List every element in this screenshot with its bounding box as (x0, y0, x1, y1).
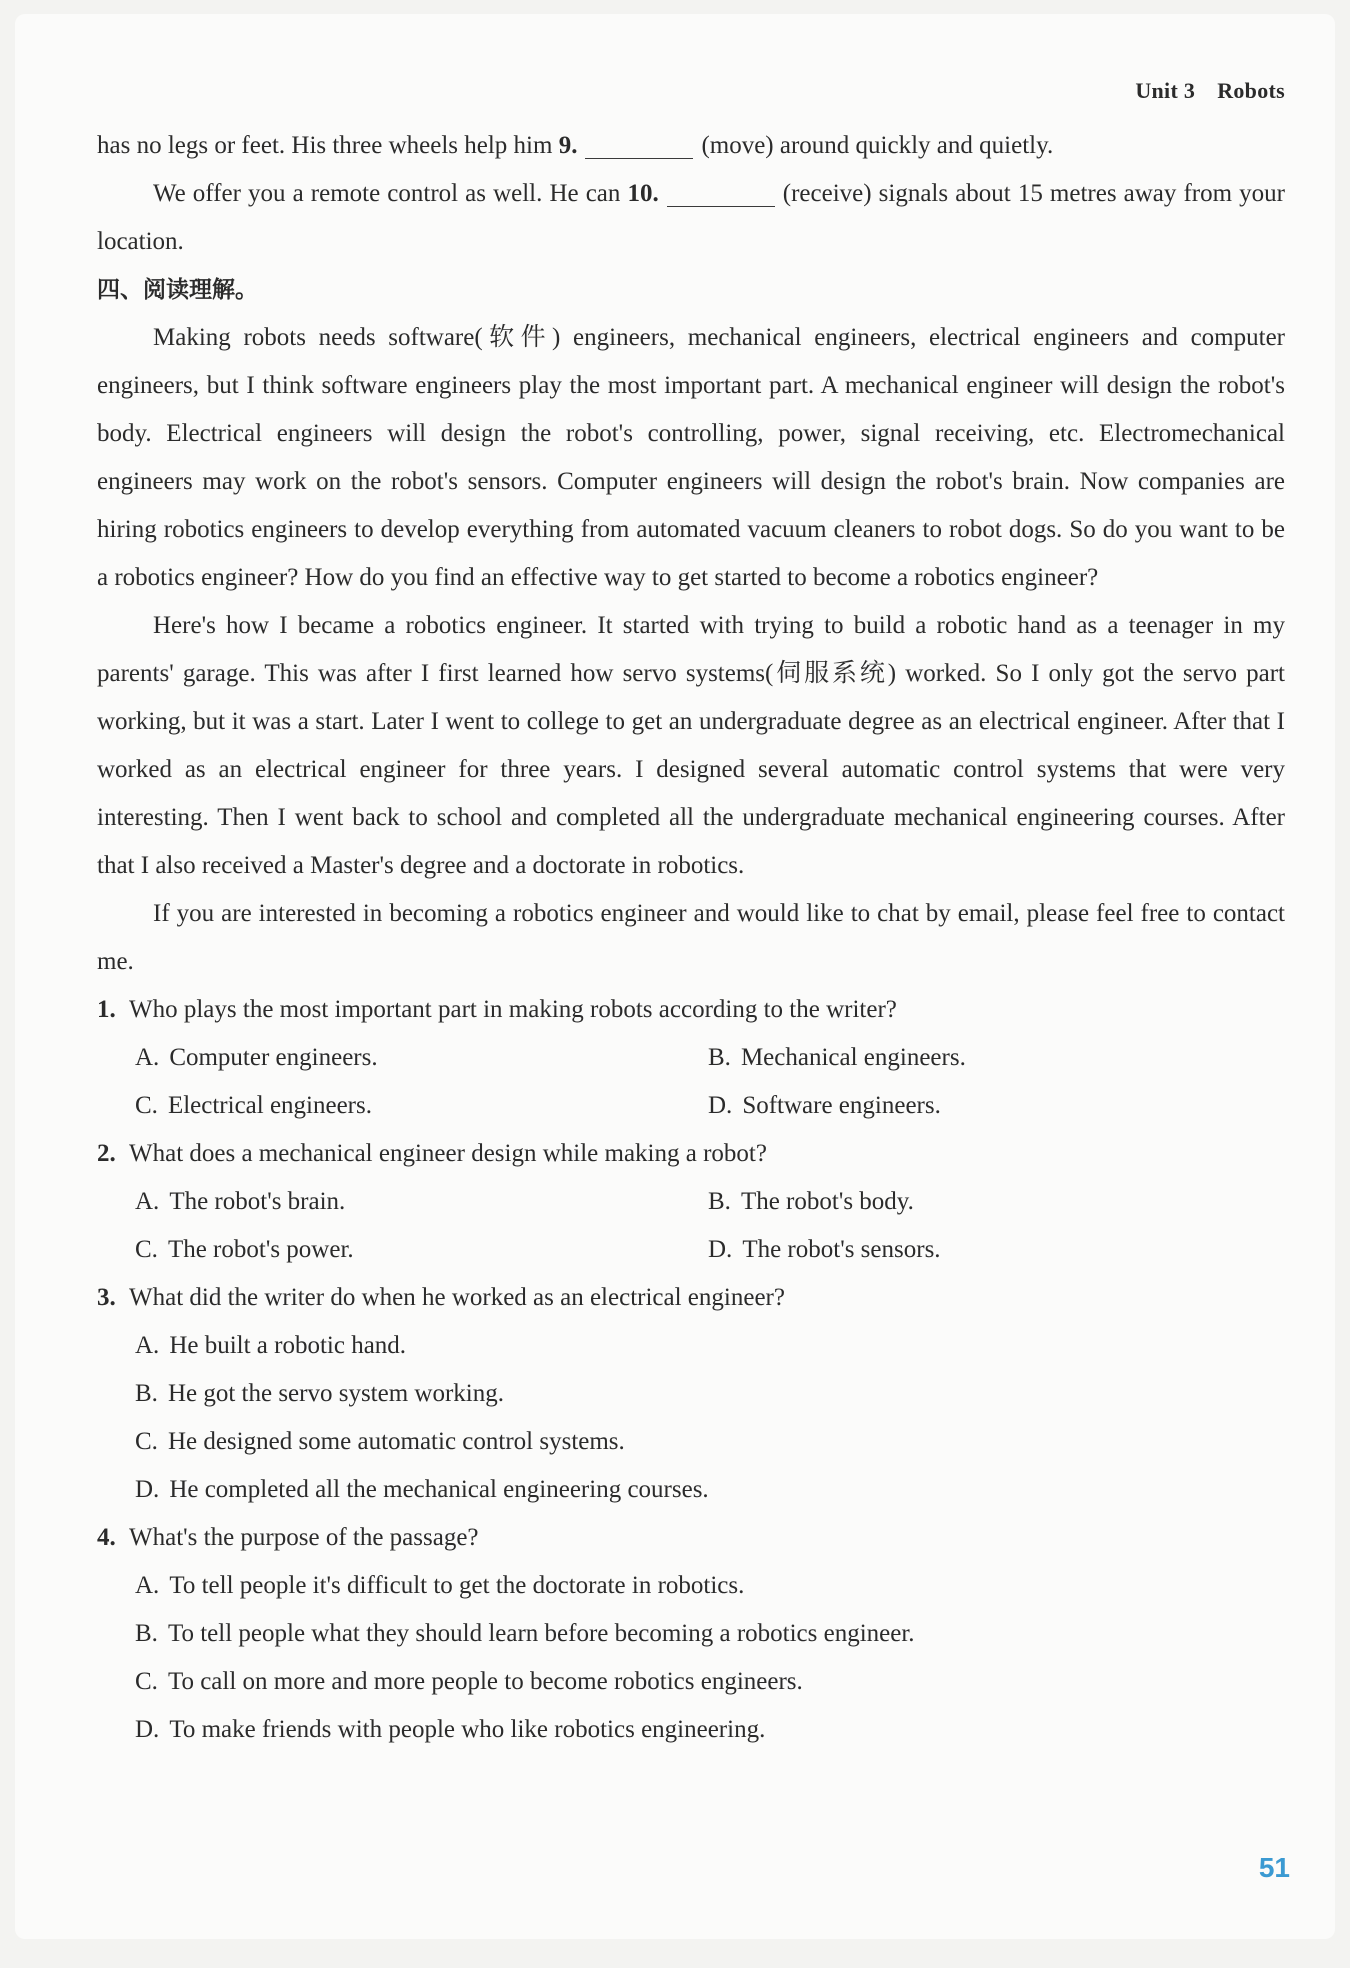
question-number: 2. (97, 1140, 116, 1167)
page-content (97, 122, 1285, 1754)
cloze-line-9: has no legs or feet. His three wheels help him 9. (move) around quickly and quietly. (97, 132, 1054, 159)
option[interactable]: B. To tell people what they should learn before becoming a robotics engineer. (135, 1620, 915, 1647)
question-text: What did the writer do when he worked as an electrical engineer? (129, 1284, 785, 1311)
option[interactable]: C. The robot's power. (135, 1236, 354, 1263)
question-text: Who plays the most important part in making robots according to the writer? (129, 996, 897, 1023)
question (97, 1130, 1285, 1274)
question-number: 3. (97, 1284, 116, 1311)
option[interactable]: B. He got the servo system working. (135, 1380, 504, 1407)
option[interactable]: D. Software engineers. (708, 1092, 941, 1119)
question-text: What's the purpose of the passage? (129, 1524, 479, 1551)
option[interactable]: C. Electrical engineers. (135, 1092, 372, 1119)
passage-paragraph: Here's how I became a robotics engineer. It started with trying to build a robotic hand as a teenager in my parents' garage. This was after I first learned how servo systems(伺服系统) worked. So I only got the servo part working, but it was a start. Later I went to college to get an undergraduate degree as an electrical engineer. After that I worked as an electrical engineer for three years. I designed several automatic control systems that were very interesting. Then I went back to school and completed all the undergraduate mechanical engineering courses. After that I also received a Master's degree and a doctorate in robotics. (97, 612, 1285, 879)
option[interactable]: A. To tell people it's difficult to get the doctorate in robotics. (135, 1572, 745, 1599)
running-header (1135, 78, 1285, 104)
question (97, 986, 1285, 1130)
section-title: 四、阅读理解。 (97, 277, 258, 303)
question (97, 1274, 1285, 1514)
question-number: 1. (97, 996, 116, 1023)
question-number: 4. (97, 1524, 116, 1551)
answer-blank[interactable] (667, 180, 775, 207)
option[interactable]: C. To call on more and more people to become robotics engineers. (135, 1668, 803, 1695)
option[interactable]: D. The robot's sensors. (708, 1236, 941, 1263)
option[interactable]: A. Computer engineers. (135, 1044, 378, 1071)
question (97, 1514, 1285, 1754)
worksheet-page (15, 14, 1335, 1939)
passage-paragraph: Making robots needs software(软件) engineers, mechanical engineers, electrical engineers and computer engineers, but I think software engineers play the most important part. A mechanical engineer will design the robot's body. Electrical engineers will design the robot's controlling, power, signal receiving, etc. Electromechanical engineers may work on the robot's sensors. Computer engineers will design the robot's brain. Now companies are hiring robotics engineers to develop everything from automated vacuum cleaners to robot dogs. So do you want to be a robotics engineer? How do you find an effective way to get started to become a robotics engineer? (97, 324, 1285, 591)
option[interactable]: A. He built a robotic hand. (135, 1332, 407, 1359)
page-number: 51 (1258, 1852, 1290, 1883)
unit-title: Robots (1217, 78, 1285, 103)
blank-hint: (receive) (782, 180, 872, 207)
unit-label: Unit 3 (1135, 78, 1196, 103)
option[interactable]: D. He completed all the mechanical engineering courses. (135, 1476, 709, 1503)
blank-hint: (move) (701, 132, 774, 159)
answer-blank[interactable] (585, 132, 693, 159)
option[interactable]: C. He designed some automatic control systems. (135, 1428, 625, 1455)
option[interactable]: B. Mechanical engineers. (708, 1044, 966, 1071)
option[interactable]: A. The robot's brain. (135, 1188, 346, 1215)
blank-number: 10. (627, 180, 659, 207)
option[interactable]: D. To make friends with people who like robotics engineering. (135, 1716, 766, 1743)
option[interactable]: B. The robot's body. (708, 1188, 914, 1215)
cloze-line-10: We offer you a remote control as well. He can 10. (receive) signals about 15 metres away from your location. (97, 180, 1285, 255)
question-text: What does a mechanical engineer design while making a robot? (129, 1140, 767, 1167)
blank-number: 9. (558, 132, 578, 159)
passage-paragraph: If you are interested in becoming a robotics engineer and would like to chat by email, please feel free to contact me. (97, 900, 1285, 975)
